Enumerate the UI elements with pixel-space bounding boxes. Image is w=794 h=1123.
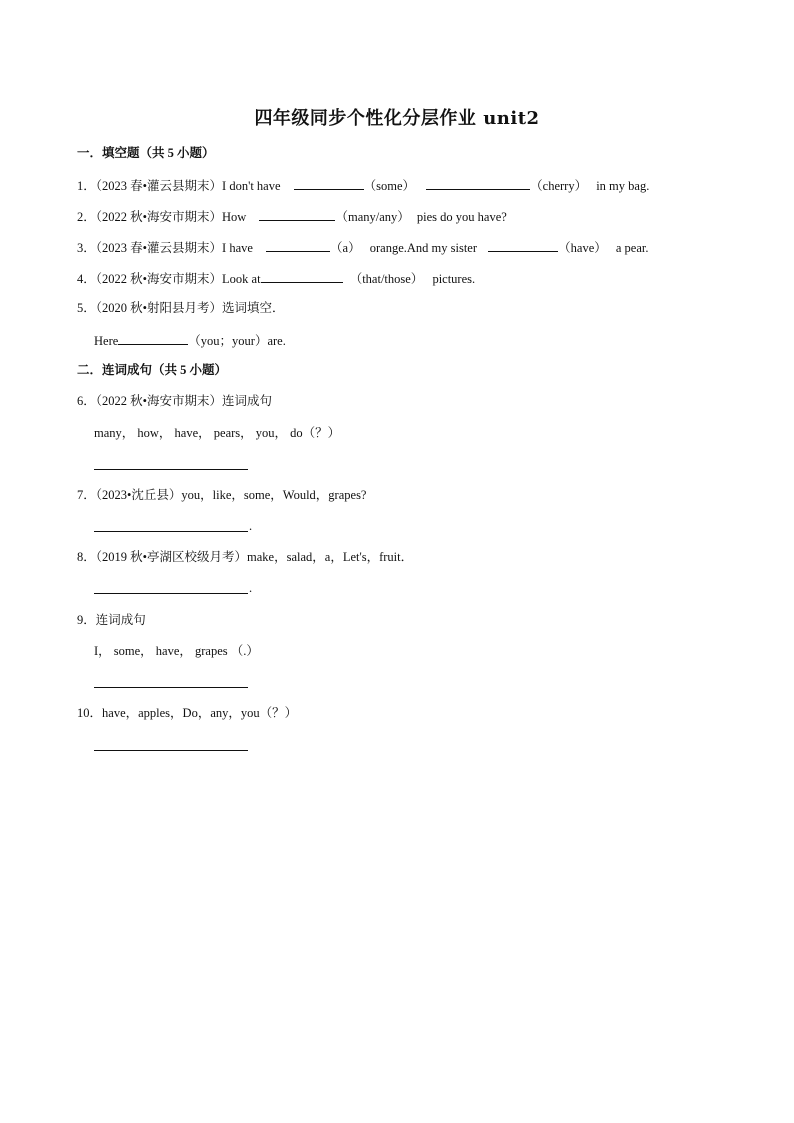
sentence-end-period: . — [249, 581, 253, 595]
question-9: 9．连词成句 — [77, 613, 146, 627]
question-number: 10． — [77, 706, 103, 720]
question-number: 2． — [77, 210, 96, 224]
question-number: 9． — [77, 613, 96, 627]
question-source: （2019 秋•亭湖区校级月考） — [95, 550, 248, 564]
question-source: （2023 春•灌云县期末） — [95, 241, 223, 255]
section-heading-sentence-building: 二．连词成句（共 5 小题） — [77, 363, 228, 377]
question-9-words: I， some， have， grapes （.） — [94, 644, 259, 658]
answer-line[interactable] — [94, 469, 248, 470]
question-5: 5．（2020 秋•射阳县月考）选词填空． — [77, 301, 285, 315]
answer-blank[interactable] — [294, 175, 364, 190]
question-number: 1． — [77, 179, 96, 193]
question-number: 4． — [77, 272, 96, 286]
question-number: 5． — [77, 301, 96, 315]
question-5-sentence: Here （you；your）are. — [94, 330, 286, 350]
question-2: 2．（2022 秋•海安市期末）How （many/any） pies do you have? — [77, 206, 507, 226]
answer-line[interactable] — [94, 593, 248, 594]
question-3: 3．（2023 春•灌云县期末）I have （a） orange.And my sister （have） a pear. — [77, 237, 649, 257]
question-10: 10．have，apples，Do，any，you（？） — [77, 706, 298, 720]
answer-blank[interactable] — [426, 175, 530, 190]
question-number: 8． — [77, 550, 96, 564]
question-6: 6．（2022 秋•海安市期末）连词成句 — [77, 394, 273, 408]
question-number: 6． — [77, 394, 96, 408]
answer-blank[interactable] — [488, 237, 558, 252]
answer-blank[interactable] — [266, 237, 330, 252]
answer-blank[interactable] — [261, 268, 343, 283]
page-title: 四年级同步个性化分层作业 unit2 — [254, 108, 540, 129]
question-source: （2020 秋•射阳县月考） — [95, 301, 223, 315]
question-6-words: many， how， have， pears， you， do（？） — [94, 426, 341, 440]
question-8: 8．（2019 秋•亭湖区校级月考）make，salad，a，Let's，fruit． — [77, 550, 414, 564]
answer-blank[interactable] — [118, 330, 188, 345]
question-number: 7． — [77, 488, 96, 502]
answer-line[interactable] — [94, 687, 248, 688]
answer-line[interactable] — [94, 531, 248, 532]
question-7: 7．（2023•沈丘县）you，like，some，Would，grapes? — [77, 488, 367, 502]
section-heading-fill-blank: 一．填空题（共 5 小题） — [77, 146, 215, 160]
sentence-end-period: . — [249, 519, 253, 533]
question-source: （2022 秋•海安市期末） — [95, 272, 223, 286]
question-source: （2022 秋•海安市期末） — [95, 394, 223, 408]
question-number: 3． — [77, 241, 96, 255]
question-source: （2022 秋•海安市期末） — [95, 210, 223, 224]
answer-blank[interactable] — [259, 206, 335, 221]
question-source: （2023•沈丘县） — [95, 488, 182, 502]
answer-line[interactable] — [94, 750, 248, 751]
question-4: 4．（2022 秋•海安市期末）Look at （that/those） pictures. — [77, 268, 475, 288]
question-1: 1．（2023 春•灌云县期末）I don't have （some） （cherry） in my bag. — [77, 175, 649, 195]
question-source: （2023 春•灌云县期末） — [95, 179, 223, 193]
